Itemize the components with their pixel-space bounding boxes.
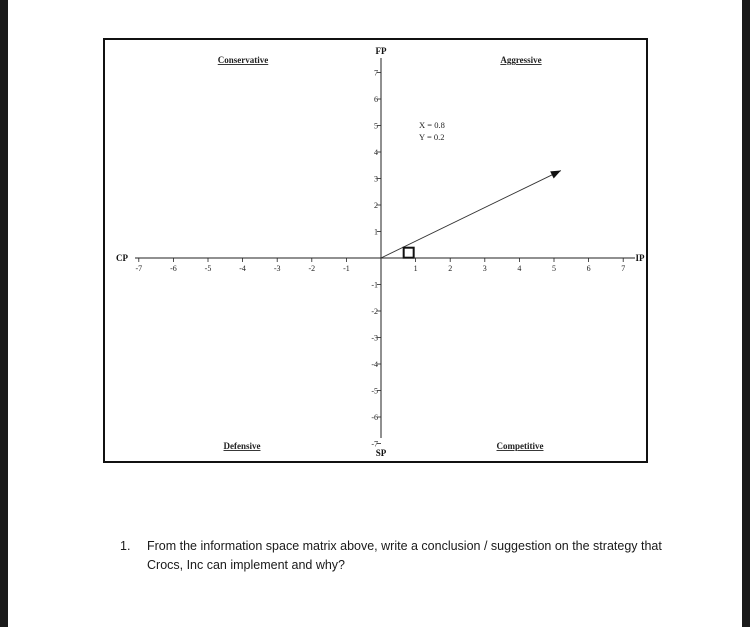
y-tick-label: 4 (374, 148, 378, 157)
annotation-x-value: X = 0.8 (419, 120, 445, 131)
y-tick-label: -3 (371, 333, 378, 343)
space-matrix-chart (103, 38, 648, 463)
quadrant-label-aggressive: Aggressive (500, 55, 542, 65)
y-tick-label: 1 (374, 227, 378, 237)
y-tick-label: 5 (374, 121, 378, 131)
direction-vector (381, 171, 561, 258)
x-tick-label: -3 (273, 264, 281, 273)
question-number: 1. (120, 539, 131, 553)
x-tick-label: 6 (586, 264, 591, 273)
quadrant-label-competitive: Competitive (496, 441, 544, 451)
question-text: From the information space matrix above, write a conclusion / suggestion on the strategy that Crocs, Inc can implement and why? (147, 539, 662, 572)
y-tick-label: -4 (371, 360, 378, 369)
axis-label-fp: FP (375, 46, 387, 56)
y-tick-label: -2 (371, 307, 378, 316)
direction-vector-arrowhead (550, 171, 561, 179)
x-tick-label: 1 (413, 264, 418, 273)
y-tick-label: 3 (374, 174, 378, 184)
y-tick-label: -1 (371, 280, 378, 290)
axis-label-cp: CP (116, 253, 128, 263)
x-tick-label: -5 (204, 264, 212, 273)
y-tick-label: 7 (374, 68, 378, 78)
document-page (8, 0, 742, 627)
y-tick-label: 6 (374, 95, 378, 104)
x-tick-label: -2 (308, 264, 316, 273)
x-tick-label: 7 (621, 264, 626, 273)
x-tick-label: -4 (239, 264, 246, 273)
x-tick-label: 5 (552, 264, 556, 273)
y-tick-label: -6 (371, 413, 378, 422)
position-point-marker (404, 248, 414, 258)
y-tick-label: -5 (371, 386, 378, 396)
axis-label-sp: SP (375, 448, 387, 458)
quadrant-label-defensive: Defensive (223, 441, 261, 451)
x-tick-label: -6 (170, 264, 177, 273)
axis-label-ip: IP (635, 253, 645, 263)
annotation-y-value: Y = 0.2 (419, 132, 445, 143)
quadrant-label-conservative: Conservative (217, 55, 269, 65)
x-tick-label: 4 (517, 264, 522, 273)
y-tick-label: -7 (371, 439, 378, 449)
x-tick-label: -1 (343, 264, 350, 273)
y-tick-label: 2 (374, 201, 378, 210)
x-tick-label: 3 (482, 264, 487, 273)
chart-svg (105, 40, 646, 461)
x-tick-label: -7 (135, 264, 143, 273)
x-tick-label: 2 (448, 264, 453, 273)
